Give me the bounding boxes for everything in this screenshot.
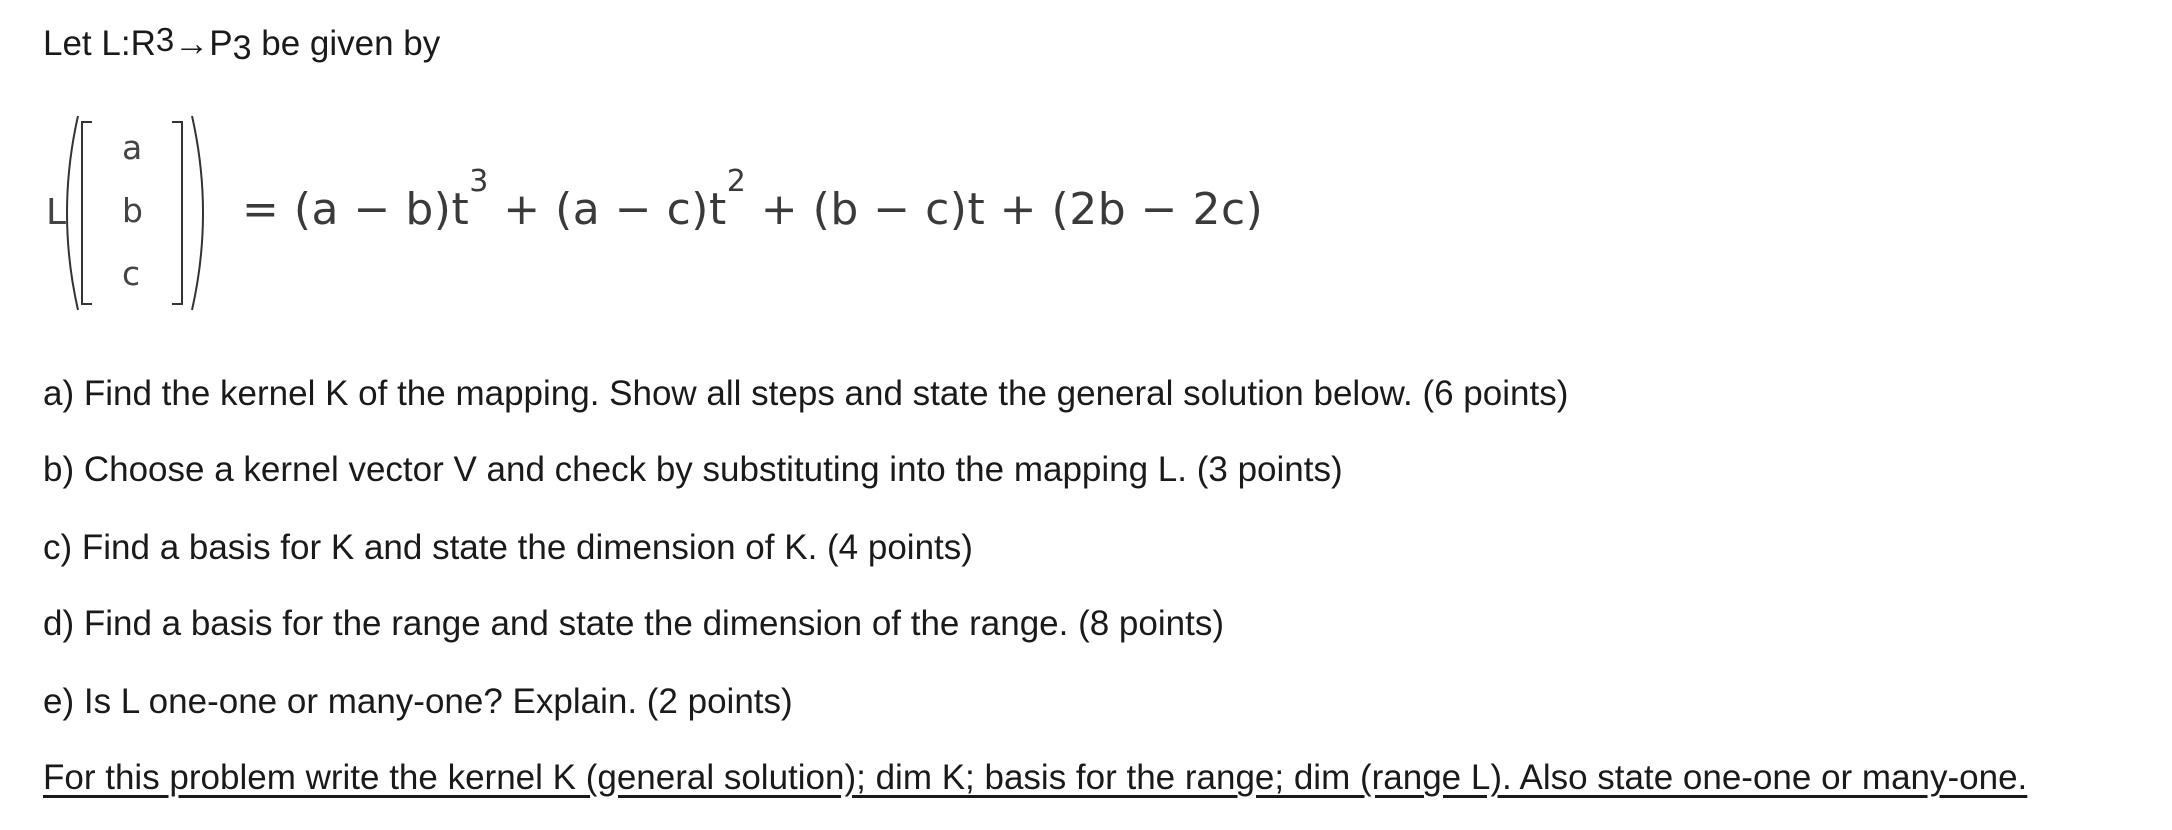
rhs-term-2: + (a − c)t	[488, 184, 727, 235]
question-e: e) Is L one-one or many-one? Explain. (2 points)	[43, 682, 793, 721]
mapping-formula	[40, 108, 1264, 318]
title-prefix: Let L:R	[43, 24, 156, 63]
vector-entry-a: a	[122, 128, 143, 167]
question-c: c) Find a basis for K and state the dimension of K. (4 points)	[43, 528, 973, 567]
vector-entry-b: b	[122, 191, 143, 230]
title-exponent: 3	[155, 21, 175, 58]
mapping-rhs	[242, 164, 1264, 235]
problem-title	[43, 21, 441, 67]
question-b: b) Choose a kernel vector V and check by substituting into the mapping L. (3 points)	[43, 450, 1343, 489]
rhs-exp-3: 3	[469, 164, 489, 199]
vector-entry-c: c	[122, 254, 141, 293]
rhs-term-3: + (b − c)t + (2b − 2c)	[746, 184, 1264, 235]
title-subscript: 3	[232, 29, 252, 67]
rhs-term-1: (a − b)t	[293, 184, 470, 235]
answer-instruction: For this problem write the kernel K (general solution); dim K; basis for the range; dim (range L). Also state one-one or many-one.	[43, 758, 2028, 797]
title-suffix: be given by	[251, 24, 441, 63]
mapping-label: L	[46, 192, 67, 233]
rhs-exp-2: 2	[726, 164, 747, 199]
question-d: d) Find a basis for the range and state the dimension of the range. (8 points)	[43, 604, 1224, 643]
question-a: a) Find the kernel K of the mapping. Show all steps and state the general solution below. (6 points)	[43, 374, 1569, 413]
equals-sign: =	[242, 184, 280, 235]
title-arrow: →P	[174, 24, 233, 63]
